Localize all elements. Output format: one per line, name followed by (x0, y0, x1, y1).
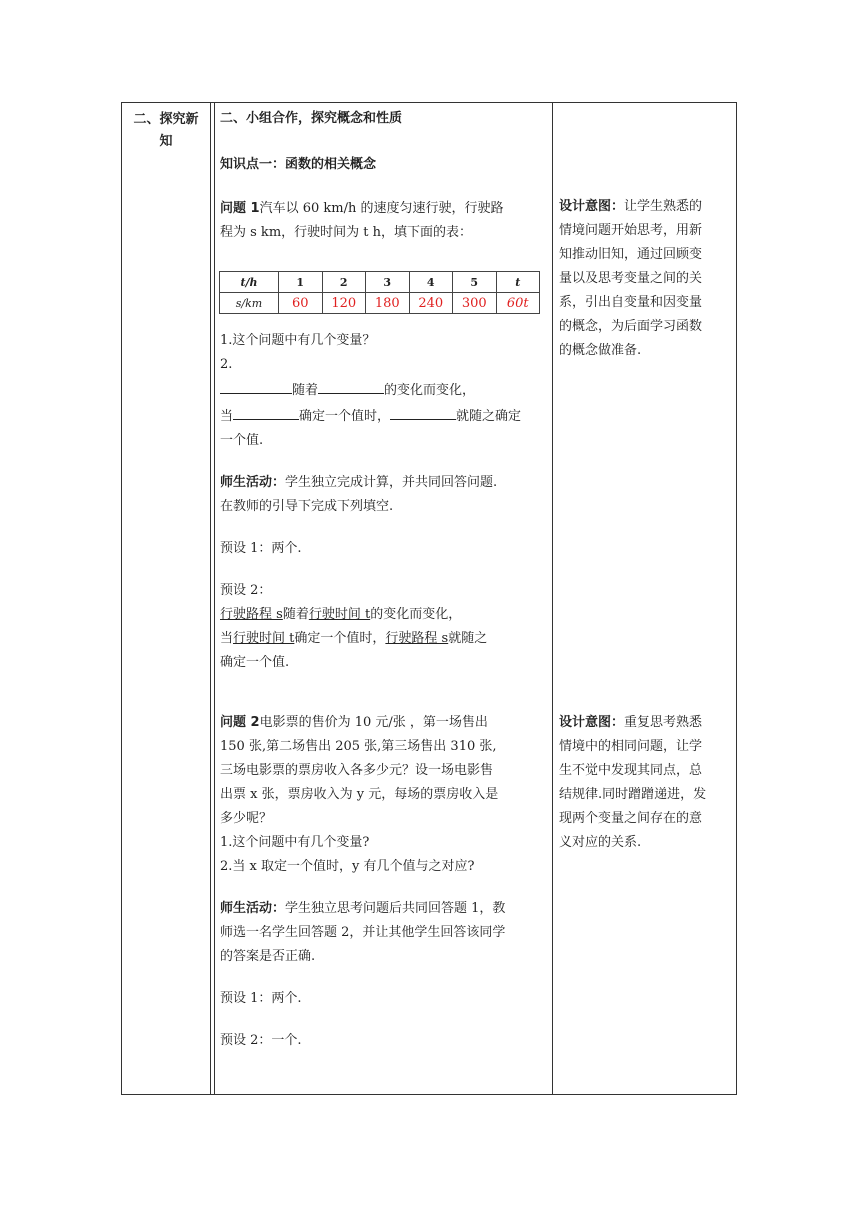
table-cell: 1 (279, 272, 323, 293)
q2-text: 电影票的售价为 10 元/张 ，第一场售出 (259, 715, 488, 730)
lesson-table (121, 102, 737, 1095)
fill-line-2 (220, 403, 550, 429)
section-label-line: 二、探究新 (133, 112, 199, 127)
blank (318, 377, 384, 394)
fill-line-3: 一个值. (220, 433, 264, 448)
q2-sub2: 2.当 x 取定一个值时，y 有几个值与之对应? (220, 859, 475, 874)
activity-1 (220, 471, 550, 495)
table-cell: 60t (496, 293, 540, 314)
q1-sub1: 1.这个问题中有几个变量？ (220, 333, 376, 348)
answer-underlined: 行驶路程 s (220, 607, 283, 622)
q1-text-b: 程为 s km，行驶时间为 t h，填下面的表： (220, 225, 473, 240)
preset-2-line-2 (220, 627, 550, 651)
table-row (220, 293, 540, 314)
activity-text: 学生独立思考问题后共同回答题 1，教 (285, 901, 506, 916)
activity-text-2: 在教师的引导下完成下列填空. (220, 499, 394, 514)
design-intent-2 (559, 711, 731, 855)
design-line: 义对应的关系. (559, 835, 642, 850)
design-line (559, 711, 731, 735)
answer-text: 当 (220, 631, 234, 646)
design-line: 情境问题开始思考，用新 (559, 223, 703, 238)
table-cell: 2 (322, 272, 366, 293)
q1-label: 问题 1 (220, 201, 260, 216)
fill-text: 就随之确定 (456, 409, 522, 424)
table-cell: 300 (453, 293, 497, 314)
blank (233, 403, 299, 420)
activity-2-line-2: 师选一名学生回答题 2，并让其他学生回答该同学 (220, 925, 506, 940)
table-cell: 4 (409, 272, 453, 293)
speed-table (219, 271, 540, 314)
q2-line-1 (220, 711, 550, 735)
design-line: 知推动旧知，通过回顾变 (559, 247, 703, 262)
column-divider (214, 103, 215, 1094)
section-heading: 二、小组合作，探究概念和性质 (220, 111, 403, 126)
table-row (220, 272, 540, 293)
q2-line-4: 出票 x 张，票房收入为 y 元，每场的票房收入是 (220, 787, 499, 802)
design-line: 结规律.同时蹭蹭递进，发 (559, 787, 707, 802)
answer-underlined: 行驶时间 t (308, 607, 371, 622)
preset-1: 预设 1：两个. (220, 541, 302, 556)
design-line: 的概念，为后面学习函数 (559, 319, 703, 334)
table-cell: 240 (409, 293, 453, 314)
q1-questions (220, 329, 550, 675)
q2-preset-1: 预设 1：两个. (220, 991, 302, 1006)
table-cell: t (496, 272, 540, 293)
knowledge-point-title: 知识点一：函数的相关概念 (220, 157, 377, 172)
section-label-line: 知 (159, 134, 173, 149)
blank (220, 377, 292, 394)
activity-2 (220, 897, 550, 921)
answer-text: 就随之 (448, 631, 488, 646)
section-label (122, 109, 210, 153)
answer-text: 随着 (282, 607, 309, 622)
design-line: 情境中的相同问题，让学 (559, 739, 703, 754)
fill-line-1 (220, 377, 550, 403)
preset-2-line-3: 确定一个值. (220, 655, 290, 670)
q2-block (220, 711, 550, 1053)
fill-text: 当 (220, 409, 234, 424)
fill-text: 随着 (292, 383, 319, 398)
table-cell: 5 (453, 272, 497, 293)
q2-sub1: 1.这个问题中有几个变量? (220, 835, 370, 850)
column-divider (210, 103, 211, 1094)
design-line: 系，引出自变量和因变量 (559, 295, 703, 310)
design-label: 设计意图： (559, 715, 625, 730)
q2-preset-2: 预设 2：一个. (220, 1033, 302, 1048)
q2-label: 问题 2 (220, 715, 260, 730)
preset-2-line-1 (220, 603, 550, 627)
column-divider (552, 103, 553, 1094)
table-cell: 120 (322, 293, 366, 314)
table-header-t: t/h (220, 272, 279, 293)
table-cell: 3 (366, 272, 410, 293)
q2-line-3: 三场电影票的票房收入各多少元？设一场电影售 (220, 763, 494, 778)
design-line: 量以及思考变量之间的关 (559, 271, 703, 286)
design-line: 生不觉中发现其同点，总 (559, 763, 703, 778)
design-label: 设计意图： (559, 199, 625, 214)
design-text: 重复思考熟悉 (624, 715, 703, 730)
activity-2-line-3: 的答案是否正确. (220, 949, 316, 964)
activity-label: 师生活动： (220, 901, 286, 916)
design-line: 的概念做准备. (559, 343, 642, 358)
q1-block (220, 107, 550, 245)
fill-text: 的变化而变化， (384, 383, 476, 398)
q2-line-2: 150 张,第二场售出 205 张,第三场售出 310 张, (220, 739, 497, 754)
answer-text: 的变化而变化， (370, 607, 462, 622)
answer-underlined: 行驶路程 s (385, 631, 449, 646)
design-intent-1 (559, 195, 731, 363)
activity-label: 师生活动： (220, 475, 286, 490)
preset-2: 预设 2： (220, 583, 272, 598)
design-line: 现两个变量之间存在的意 (559, 811, 703, 826)
activity-text: 学生独立完成计算，并共同回答问题. (285, 475, 498, 490)
design-text: 让学生熟悉的 (624, 199, 703, 214)
q1-sub2: 2. (220, 357, 233, 372)
answer-text: 确定一个值时， (294, 631, 386, 646)
q1-text-a: 汽车以 60 km/h 的速度匀速行驶，行驶路 (259, 201, 504, 216)
q1-text (220, 197, 550, 221)
q2-line-5: 多少呢？ (220, 811, 273, 826)
blank (390, 403, 456, 420)
table-cell: 60 (279, 293, 323, 314)
table-cell: 180 (366, 293, 410, 314)
fill-text: 确定一个值时， (299, 409, 391, 424)
table-header-s: s/km (220, 293, 279, 314)
design-line (559, 195, 731, 219)
answer-underlined: 行驶时间 t (233, 631, 295, 646)
